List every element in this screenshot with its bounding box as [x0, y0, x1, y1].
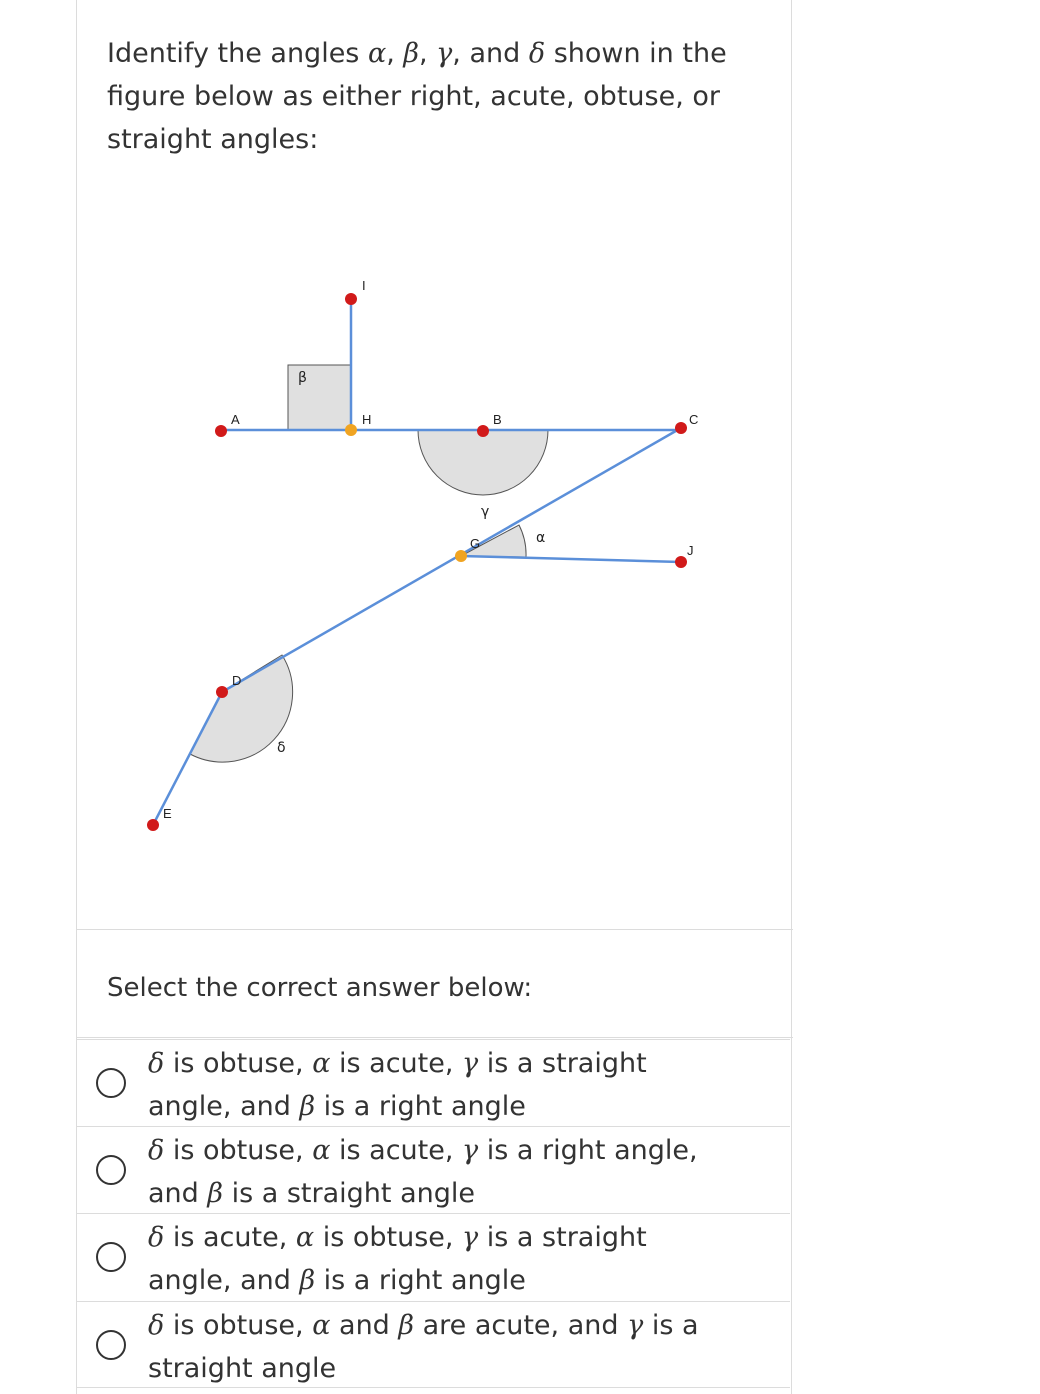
- option-text: [148, 1129, 708, 1215]
- vertex-H: [345, 424, 357, 436]
- gamma-symbol: γ: [462, 1135, 479, 1166]
- alpha-symbol: α: [367, 38, 387, 69]
- gamma-symbol: γ: [627, 1310, 644, 1341]
- option-text-part: is obtuse,: [164, 1048, 313, 1079]
- label-beta: β: [298, 370, 307, 386]
- option-text-part: is acute,: [330, 1135, 463, 1166]
- point-B: [477, 425, 489, 437]
- radio-button[interactable]: [96, 1155, 126, 1185]
- question-text-part: ,: [418, 38, 437, 69]
- option-text-part: is acute,: [330, 1048, 463, 1079]
- question-text-part: Identify the angles: [107, 38, 368, 69]
- delta-symbol: δ: [528, 38, 546, 69]
- question-text-part: , and: [452, 38, 529, 69]
- delta-symbol: δ: [148, 1135, 165, 1166]
- delta-symbol: δ: [148, 1048, 165, 1079]
- point-J: [675, 556, 687, 568]
- delta-symbol: δ: [148, 1222, 165, 1253]
- point-C: [675, 422, 687, 434]
- option-text-part: is obtuse,: [164, 1310, 313, 1341]
- option-text-part: is a straight angle: [223, 1178, 475, 1209]
- option-text-part: is obtuse,: [164, 1135, 313, 1166]
- point-D: [216, 686, 228, 698]
- option-text-part: and: [330, 1310, 399, 1341]
- option-text-part: is a right angle: [315, 1091, 526, 1122]
- radio-button[interactable]: [96, 1242, 126, 1272]
- option-text-part: are acute, and: [414, 1310, 628, 1341]
- divider: [77, 1037, 793, 1038]
- alpha-symbol: α: [312, 1048, 331, 1079]
- option-text-part: is a straight angle, and: [148, 1048, 647, 1122]
- label-C: C: [689, 412, 699, 427]
- label-B: B: [493, 412, 502, 427]
- label-delta: δ: [277, 740, 286, 756]
- label-alpha: α: [536, 530, 546, 546]
- label-A: A: [231, 412, 240, 427]
- option-text-part: is acute,: [164, 1222, 296, 1253]
- option-text-part: is a right angle: [315, 1265, 526, 1296]
- gamma-symbol: γ: [462, 1222, 479, 1253]
- label-I: I: [362, 278, 366, 293]
- beta-symbol: β: [299, 1265, 316, 1296]
- beta-symbol: β: [398, 1310, 415, 1341]
- label-E: E: [163, 806, 172, 821]
- vertex-G: [455, 550, 467, 562]
- alpha-symbol: α: [295, 1222, 315, 1253]
- gamma-symbol: γ: [462, 1048, 479, 1079]
- alpha-symbol: α: [312, 1135, 331, 1166]
- label-H: H: [362, 412, 372, 427]
- answer-option-2[interactable]: [76, 1126, 790, 1213]
- point-E: [147, 819, 159, 831]
- answer-option-1[interactable]: [76, 1039, 790, 1126]
- label-J: J: [687, 543, 694, 558]
- option-text-part: is a straight angle, and: [148, 1222, 647, 1296]
- beta-symbol: β: [299, 1091, 316, 1122]
- question-text-part: shown in the figure below as either right, acute, obtuse, or straight angles:: [107, 38, 727, 155]
- gamma-angle-arc: [418, 430, 548, 495]
- option-text-part: is a straight angle: [148, 1310, 699, 1384]
- answer-option-4[interactable]: [76, 1301, 790, 1388]
- option-text-part: is a right angle, and: [148, 1135, 698, 1209]
- ray-GJ: [461, 556, 681, 562]
- option-text-part: is obtuse,: [314, 1222, 463, 1253]
- option-text: [148, 1304, 708, 1390]
- delta-symbol: δ: [148, 1310, 165, 1341]
- point-A: [215, 425, 227, 437]
- radio-button[interactable]: [96, 1068, 126, 1098]
- answer-option-3[interactable]: [76, 1213, 790, 1300]
- alpha-symbol: α: [312, 1310, 331, 1341]
- gamma-symbol: γ: [436, 38, 453, 69]
- label-D: D: [232, 673, 242, 688]
- question-text-part: ,: [386, 38, 404, 69]
- radio-button[interactable]: [96, 1330, 126, 1360]
- option-text: [148, 1042, 708, 1128]
- answer-prompt: Select the correct answer below:: [107, 973, 533, 1003]
- beta-symbol: β: [207, 1178, 223, 1209]
- point-I: [345, 293, 357, 305]
- beta-symbol: β: [403, 38, 419, 69]
- label-gamma: γ: [481, 504, 490, 520]
- option-text: [148, 1216, 708, 1302]
- label-G: G: [470, 536, 481, 551]
